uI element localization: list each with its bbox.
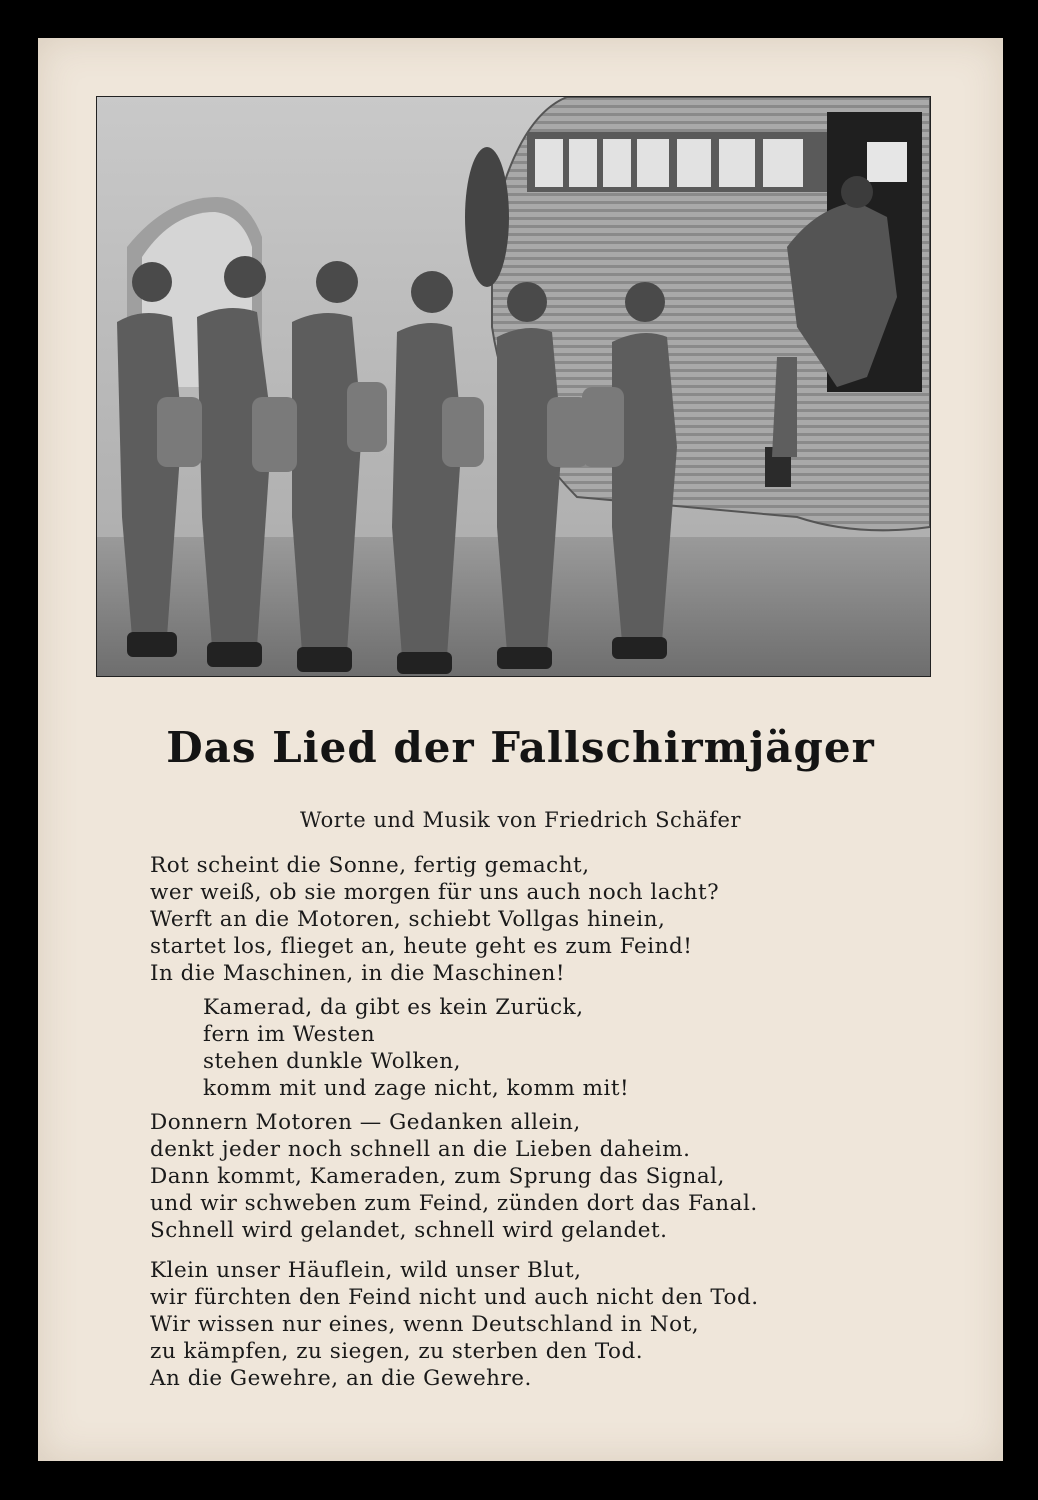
refrain-line: Kamerad, da gibt es kein Zurück, [203, 995, 584, 1020]
refrain-line: komm mit und zage nicht, komm mit! [203, 1076, 630, 1101]
stanza2-line: und wir schweben zum Feind, zünden dort das Fanal. [150, 1191, 758, 1216]
stanza2-line: Dann kommt, Kameraden, zum Sprung das Signal, [150, 1164, 725, 1189]
stanza2-line: denkt jeder noch schnell an die Lieben daheim. [150, 1137, 691, 1162]
song-title: Das Lied der Fallschirmjäger [166, 723, 875, 772]
stanza3-line: wir fürchten den Feind nicht und auch nicht den Tod. [150, 1285, 759, 1310]
postcard [38, 38, 1003, 1461]
stanza3-line: Wir wissen nur eines, wenn Deutschland in Not, [150, 1312, 700, 1337]
stanza1-line: startet los, flieget an, heute geht es zum Feind! [150, 934, 693, 959]
stanza3-line: An die Gewehre, an die Gewehre. [150, 1366, 532, 1391]
paratroopers-photo [96, 96, 931, 677]
stanza2-line: Donnern Motoren — Gedanken allein, [150, 1110, 581, 1135]
refrain-line: stehen dunkle Wolken, [203, 1049, 461, 1074]
stanza1-line: Werft an die Motoren, schiebt Vollgas hinein, [150, 907, 666, 932]
stanza3-line: Klein unser Häuflein, wild unser Blut, [150, 1258, 582, 1283]
song-credits: Worte und Musik von Friedrich Schäfer [299, 808, 742, 832]
refrain-line: fern im Westen [203, 1022, 376, 1047]
stanza1-line: wer weiß, ob sie morgen für uns auch noch lacht? [150, 880, 720, 905]
stanza1-line: Rot scheint die Sonne, fertig gemacht, [150, 853, 590, 878]
stanza1-line: In die Maschinen, in die Maschinen! [150, 961, 566, 986]
photo-illustration [97, 97, 930, 676]
stanza2-line: Schnell wird gelandet, schnell wird gelandet. [150, 1218, 668, 1243]
stanza3-line: zu kämpfen, zu siegen, zu sterben den Tod. [150, 1339, 644, 1364]
